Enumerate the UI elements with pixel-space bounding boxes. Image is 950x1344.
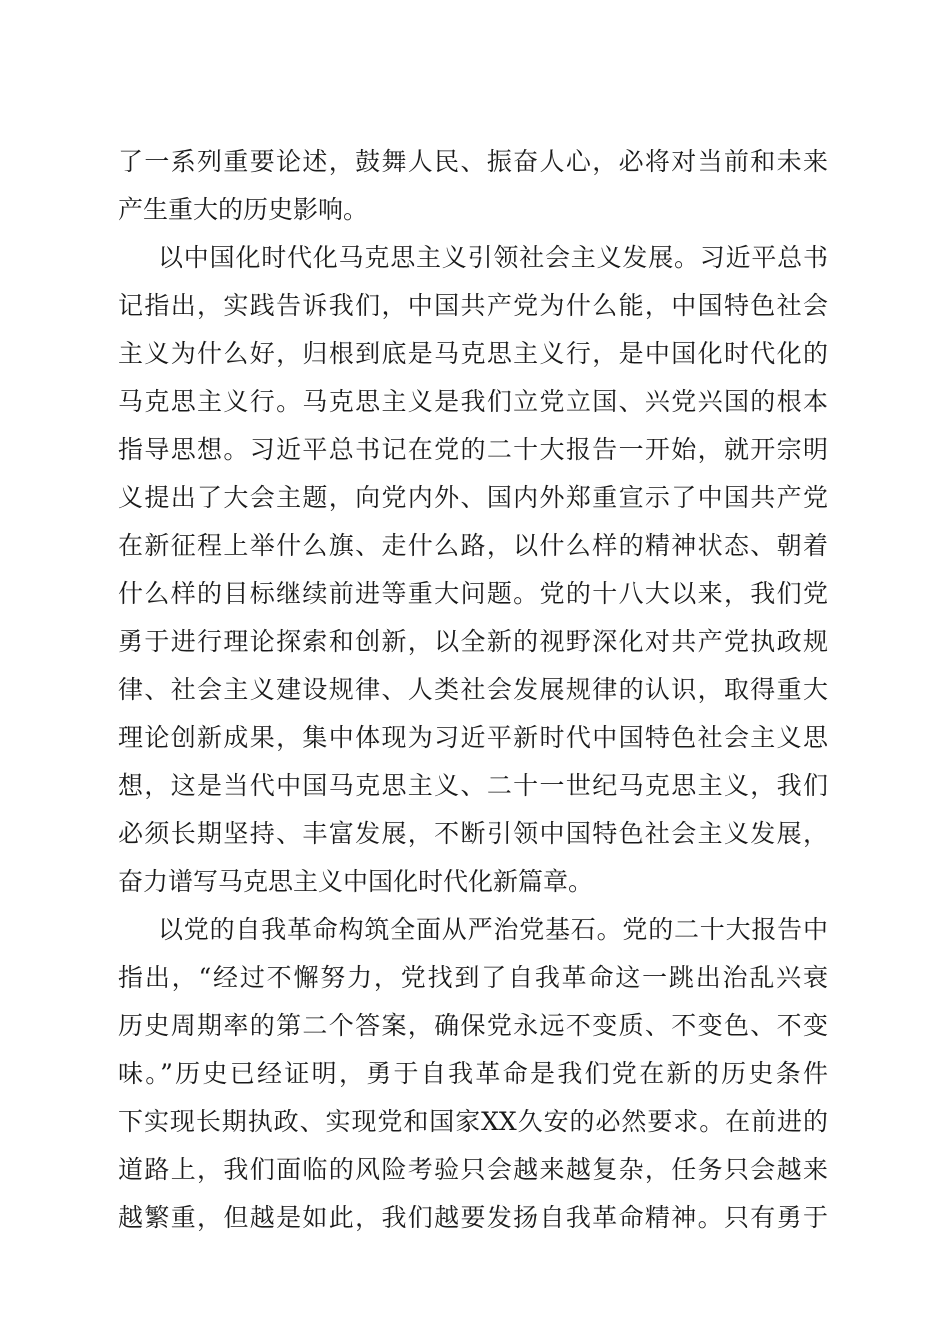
text-line: 主义为什么好，归根到底是马克思主义行，是中国化时代化的 bbox=[118, 339, 828, 368]
text-line: 了一系列重要论述，鼓舞人民、振奋人心，必将对当前和未来 bbox=[118, 147, 828, 176]
text-line: 义提出了大会主题，向党内外、国内外郑重宣示了中国共产党 bbox=[118, 483, 828, 512]
text-line: 以党的自我革命构筑全面从严治党基石。党的二十大报告中 bbox=[158, 915, 828, 944]
text-line: 什么样的目标继续前进等重大问题。党的十八大以来，我们党 bbox=[118, 579, 828, 608]
paragraph-3 bbox=[118, 906, 828, 1242]
text-line: 味。”历史已经证明，勇于自我革命是我们党在新的历史条件 bbox=[118, 1059, 828, 1088]
text-line: 下实现长期执政、实现党和国家XX久安的必然要求。在前进的 bbox=[118, 1107, 828, 1136]
text-line: 马克思主义行。马克思主义是我们立党立国、兴党兴国的根本 bbox=[118, 387, 828, 416]
text-line: 产生重大的历史影响。 bbox=[118, 195, 369, 224]
paragraph-1 bbox=[118, 138, 828, 234]
text-line: 道路上，我们面临的风险考验只会越来越复杂，任务只会越来 bbox=[118, 1155, 828, 1184]
paragraph-2 bbox=[118, 234, 828, 906]
document-body bbox=[118, 138, 828, 1242]
text-line: 律、社会主义建设规律、人类社会发展规律的认识，取得重大 bbox=[118, 675, 828, 704]
text-line: 记指出，实践告诉我们，中国共产党为什么能，中国特色社会 bbox=[118, 291, 828, 320]
text-line: 指导思想。习近平总书记在党的二十大报告一开始，就开宗明 bbox=[118, 435, 828, 464]
text-line: 在新征程上举什么旗、走什么路，以什么样的精神状态、朝着 bbox=[118, 531, 828, 560]
text-line: 历史周期率的第二个答案，确保党永远不变质、不变色、不变 bbox=[118, 1011, 828, 1040]
text-line: 以中国化时代化马克思主义引领社会主义发展。习近平总书 bbox=[158, 243, 828, 272]
text-line: 指出，“经过不懈努力，党找到了自我革命这一跳出治乱兴衰 bbox=[118, 963, 828, 992]
text-line: 必须长期坚持、丰富发展，不断引领中国特色社会主义发展， bbox=[118, 819, 828, 848]
text-line: 奋力谱写马克思主义中国化时代化新篇章。 bbox=[118, 867, 594, 896]
text-line: 想，这是当代中国马克思主义、二十一世纪马克思主义，我们 bbox=[118, 771, 828, 800]
text-line: 勇于进行理论探索和创新，以全新的视野深化对共产党执政规 bbox=[118, 627, 828, 656]
text-line: 越繁重，但越是如此，我们越要发扬自我革命精神。只有勇于 bbox=[118, 1203, 828, 1232]
text-line: 理论创新成果，集中体现为习近平新时代中国特色社会主义思 bbox=[118, 723, 828, 752]
